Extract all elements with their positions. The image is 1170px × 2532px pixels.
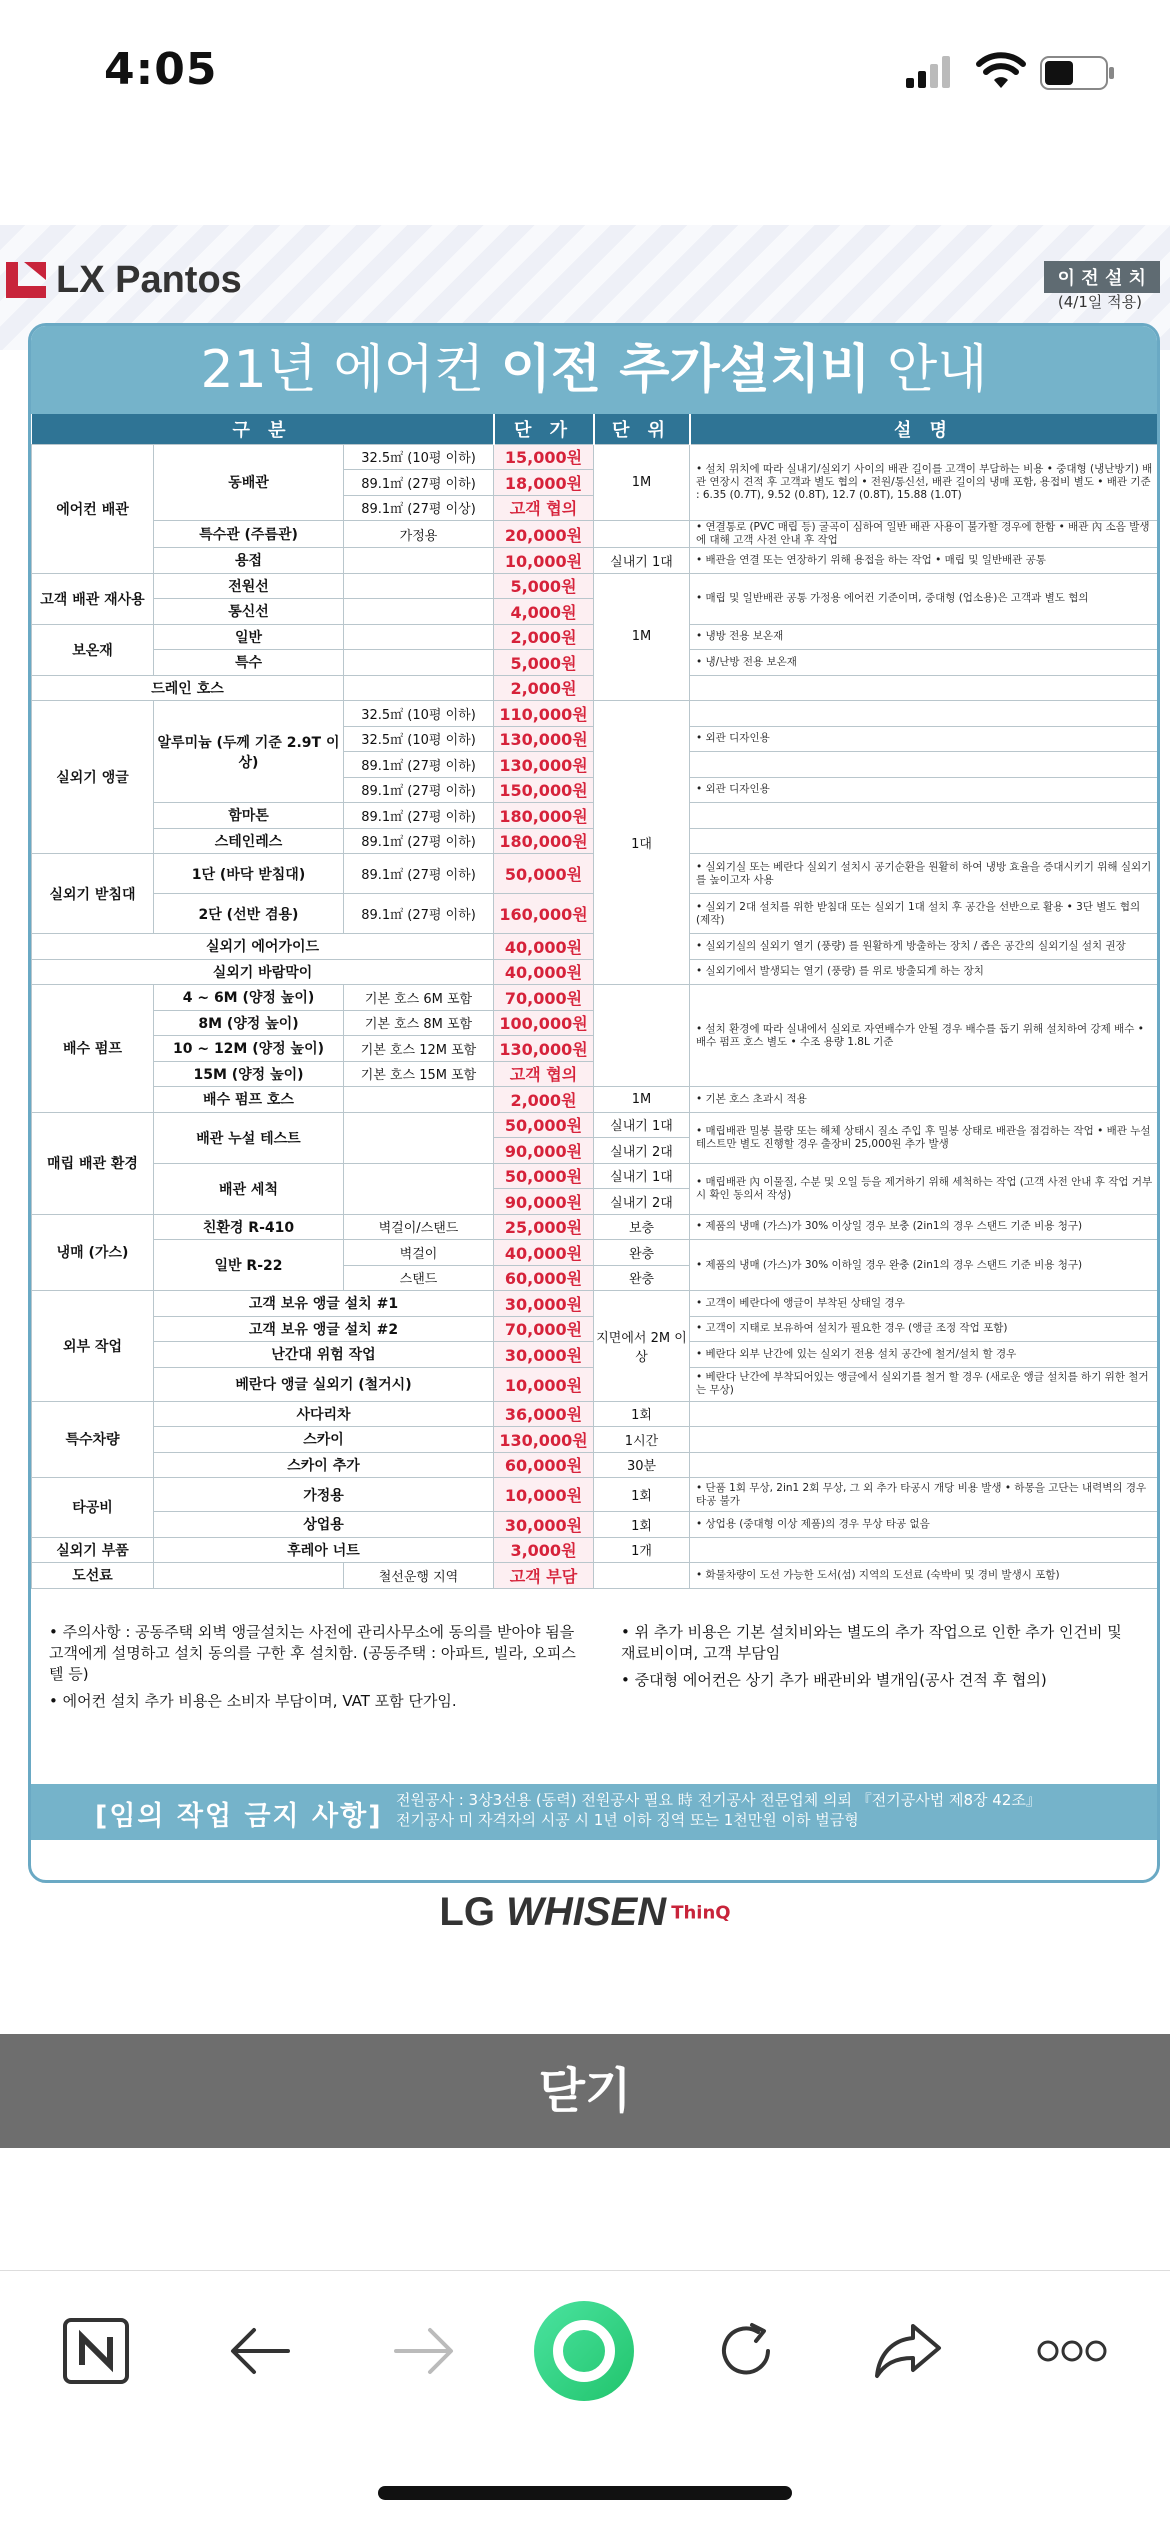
price-table-wrap bbox=[31, 414, 1157, 1589]
back-arrow-icon bbox=[228, 2326, 292, 2376]
table-row: 에어컨 배관 동배관 32.5㎡ (10평 이하) 15,000원 1M • 설치 위치에 따라 실내기/실외기 사이의 배관 길이를 고객이 부담하는 비용 • 중대형 (냉난방기) 배관 연장시 견적 후 고객과 별도 협의 • 전원/통신선, 배관 길이의 냉매 포함, 용접비 별도 • 배관 기준 : 6.35 (0.7T), 9.52 (0.8T), 12.7 (0.8T), 15.88 (1.0T) bbox=[32, 444, 1158, 470]
table-row: 89.1㎡ (27평 이하) 18,000원 bbox=[32, 470, 1158, 496]
status-bar bbox=[0, 0, 1170, 150]
table-row: 타공비 가정용 10,000원 1회 • 단품 1회 무상, 2in1 2회 무상, 그 외 추가 타공시 개당 비용 발생 • 하몽을 고단는 내력벽의 경우 타공 불가 bbox=[32, 1478, 1158, 1512]
table-row: 매립 배관 환경 배관 누설 테스트 50,000원 실내기 1대 • 매립배관 밀봉 불량 또는 해체 상태시 질소 주입 후 밀봉 상태로 배관을 점검하는 작업 • 배관 누설 테스트만 별도 진행할 경우 출장비 25,000원 추가 발생 bbox=[32, 1112, 1158, 1138]
table-row: 도선료 철선운행 지역 고객 부담 • 화물차량이 도선 가능한 도서(섬) 지역의 도선료 (숙박비 및 경비 발생시 포함) bbox=[32, 1563, 1158, 1589]
header-desc: 설 명 bbox=[690, 414, 1158, 444]
table-row: 실외기 에어가이드 40,000원 • 실외기실의 실외기 열기 (풍량) 를 원활하게 방출하는 장치 / 좁은 공간의 실외기실 설치 권장 bbox=[32, 934, 1158, 960]
header-unit: 단 위 bbox=[594, 414, 690, 444]
table-row: 실외기 부품 후레아 너트 3,000원 1개 bbox=[32, 1537, 1158, 1563]
table-row: 상업용 30,000원 1회 • 상업용 (중대형 이상 제품)의 경우 무상 타공 없음 bbox=[32, 1512, 1158, 1538]
prohibited-line-2: 전기공사 미 자격자의 시공 시 1년 이하 징역 또는 1천만원 이하 벌금형 bbox=[396, 1811, 859, 1829]
table-row: 함마톤 89.1㎡ (27평 이하) 180,000원 bbox=[32, 803, 1158, 829]
table-row: 고객 배관 재사용 전원선 5,000원 1M • 매립 및 일반배관 공통 가정용 에어컨 기준이며, 중대형 (업소용)은 고객과 별도 협의 bbox=[32, 573, 1158, 599]
table-row: 드레인 호스 2,000원 bbox=[32, 675, 1158, 701]
forward-arrow-icon bbox=[392, 2326, 456, 2376]
table-row: 89.1㎡ (27평 이하) 150,000원 • 외관 디자인용 bbox=[32, 777, 1158, 803]
prohibited-work-banner bbox=[31, 1784, 1157, 1840]
table-row: 배수 펌프 4 ~ 6M (양정 높이) 기본 호스 6M 포함 70,000원 • 설치 환경에 따라 실내에서 실외로 자연배수가 안될 경우 배수를 돕기 위해 설치하여 강제 배수 • 배수 펌프 호스 별도 • 수조 용량 1.8L 기준 bbox=[32, 985, 1158, 1011]
green-dot-icon bbox=[532, 2299, 636, 2403]
naver-n-icon bbox=[62, 2317, 130, 2385]
battery-icon bbox=[1040, 56, 1116, 90]
table-row: 냉매 (가스) 친환경 R-410 벽걸이/스탠드 25,000원 보충 • 제품의 냉매 (가스)가 30% 이상일 경우 보충 (2in1의 경우 스탠드 기준 비용 청구) bbox=[32, 1214, 1158, 1240]
table-row: 특수관 (주름관) 가정용 20,000원 • 연결통로 (PVC 매립 등) 굴곡이 심하여 일반 배관 사용이 불가할 경우에 한함 • 배관 內 소음 발생에 대해 고객 사전 안내 후 작업 bbox=[32, 521, 1158, 548]
price-poster bbox=[0, 225, 1170, 1950]
status-time: 4:05 bbox=[104, 44, 218, 95]
table-row: 일반 R-22 벽걸이 40,000원 완충 • 제품의 냉매 (가스)가 30% 이하일 경우 완충 (2in1의 경우 스탠드 기준 비용 청구) bbox=[32, 1240, 1158, 1266]
table-row: 89.1㎡ (27평 이상) 고객 협의 bbox=[32, 495, 1158, 521]
note-vat: • 에어컨 설치 추가 비용은 소비자 부담이며, VAT 포함 단가임. bbox=[49, 1692, 457, 1710]
price-frame bbox=[28, 323, 1160, 1883]
table-row: 90,000원 실내기 2대 bbox=[32, 1138, 1158, 1164]
green-home-button[interactable] bbox=[532, 2299, 636, 2403]
naver-home-button[interactable] bbox=[56, 2311, 136, 2391]
poster-title: 21년 에어컨 이전 추가설치비 안내 bbox=[31, 326, 1157, 414]
table-row: 스탠드 60,000원 완충 bbox=[32, 1265, 1158, 1291]
more-button[interactable] bbox=[1032, 2311, 1112, 2391]
signal-icon bbox=[906, 56, 952, 88]
table-row: 10 ~ 12M (양정 높이) 기본 호스 12M 포함 130,000원 bbox=[32, 1036, 1158, 1062]
table-row: 스카이 130,000원 1시간 bbox=[32, 1427, 1158, 1453]
table-row: 스테인레스 89.1㎡ (27평 이하) 180,000원 bbox=[32, 828, 1158, 854]
table-row: 32.5㎡ (10평 이하) 130,000원 • 외관 디자인용 bbox=[32, 726, 1158, 752]
brand-logo bbox=[4, 255, 242, 305]
header-price: 단 가 bbox=[494, 414, 594, 444]
prohibited-line-1: 전원공사 : 3상3선용 (동력) 전원공사 필요 時 전기공사 전문업체 의뢰 『전기공사법 제8장 42조』 bbox=[396, 1791, 1041, 1809]
lx-pantos-logo-icon bbox=[4, 260, 48, 300]
table-row: 특수 5,000원 • 냉/난방 전용 보온재 bbox=[32, 650, 1158, 676]
prohibited-title: [임의 작업 금지 사항] bbox=[95, 1801, 383, 1832]
table-row: 8M (양정 높이) 기본 호스 8M 포함 100,000원 bbox=[32, 1010, 1158, 1036]
wifi-icon bbox=[976, 52, 1026, 90]
table-row: 외부 작업 고객 보유 앵글 설치 #1 30,000원 지면에서 2M 이상 • 고객이 베란다에 앵글이 부착된 상태일 경우 bbox=[32, 1291, 1158, 1317]
share-arrow-icon bbox=[873, 2322, 943, 2380]
table-row: 특수차량 사다리차 36,000원 1회 bbox=[32, 1401, 1158, 1427]
table-row: 난간대 위험 작업 30,000원 • 베란다 외부 난간에 있는 실외기 전용 설치 공간에 철거/설치 할 경우 bbox=[32, 1342, 1158, 1368]
table-row: 통신선 4,000원 bbox=[32, 599, 1158, 625]
note-extra-cost: • 위 추가 비용은 기본 설치비와는 별도의 추가 작업으로 인한 추가 인건비 및 재료비이며, 고객 부담임 bbox=[621, 1623, 1122, 1662]
table-row: 실외기 바람막이 40,000원 • 실외기에서 발생되는 열기 (풍량) 를 위로 방출되게 하는 장치 bbox=[32, 959, 1158, 985]
reload-icon bbox=[714, 2319, 778, 2383]
brand-name: LX Pantos bbox=[56, 258, 242, 301]
home-indicator bbox=[378, 2486, 792, 2500]
table-row: 89.1㎡ (27평 이하) 130,000원 bbox=[32, 752, 1158, 778]
table-row: 배수 펌프 호스 2,000원 1M • 기본 호스 초과시 적용 bbox=[32, 1087, 1158, 1113]
note-caution: • 주의사항 : 공동주택 외벽 앵글설치는 사전에 관리사무소에 동의를 받아야 됨을 고객에게 설명하고 설치 동의를 구한 후 설치함. (공동주택 : 아파트, 빌라, 오피스텔 등) bbox=[49, 1623, 576, 1683]
table-row: 2단 (선반 겸용) 89.1㎡ (27평 이하) 160,000원 • 실외기 2대 설치를 위한 받침대 또는 실외기 1대 설치 후 공간을 선반으로 활용 • 3단 별도 협의 (제작) bbox=[32, 894, 1158, 934]
forward-button[interactable] bbox=[384, 2311, 464, 2391]
category-tag: 이 전 설 치 bbox=[1044, 261, 1160, 293]
table-row: 보온재 일반 2,000원 • 냉방 전용 보온재 bbox=[32, 624, 1158, 650]
table-header bbox=[32, 414, 1158, 444]
table-row: 용접 10,000원 실내기 1대 • 배관을 연결 또는 연장하기 위해 용접을 하는 작업 • 매립 및 일반배관 공통 bbox=[32, 548, 1158, 574]
back-button[interactable] bbox=[220, 2311, 300, 2391]
table-row: 15M (양정 높이) 기본 호스 15M 포함 고객 협의 bbox=[32, 1061, 1158, 1087]
table-row: 베란다 앵글 실외기 (철거시) 10,000원 • 베란다 난간에 부착되어있는 앵글에서 실외기를 철거 할 경우 (새로운 앵글 설치를 하기 위한 철거는 무상) bbox=[32, 1367, 1158, 1401]
price-table bbox=[31, 414, 1159, 1589]
table-row: 스카이 추가 60,000원 30분 bbox=[32, 1452, 1158, 1478]
header-category: 구 분 bbox=[32, 414, 494, 444]
table-row: 90,000원 실내기 2대 bbox=[32, 1189, 1158, 1215]
effective-date: (4/1일 적용) bbox=[1057, 293, 1142, 311]
note-large-ac: • 중대형 에어컨은 상기 추가 배관비와 별개임(공사 견적 후 협의) bbox=[621, 1671, 1047, 1689]
lg-whisen-logo: LG WHISEN ThinQ bbox=[439, 1890, 731, 1934]
reload-button[interactable] bbox=[706, 2311, 786, 2391]
more-dots-icon bbox=[1036, 2339, 1108, 2363]
table-row: 실외기 받침대 1단 (바닥 받침대) 89.1㎡ (27평 이하) 50,000원 • 실외기실 또는 베란다 실외기 설치시 공기순환을 원활히 하여 냉방 효율을 증대시키기 위해 실외기를 높이고자 사용 bbox=[32, 854, 1158, 894]
table-row: 실외기 앵글 알루미늄 (두께 기준 2.9T 이상) 32.5㎡ (10평 이하) 110,000원 1대 bbox=[32, 701, 1158, 727]
notes-section bbox=[31, 1608, 1157, 1758]
bottom-toolbar bbox=[0, 2270, 1170, 2430]
close-button[interactable]: 닫기 bbox=[0, 2034, 1170, 2148]
table-row: 배관 세척 50,000원 실내기 1대 • 매립배관 內 이물질, 수분 및 오일 등을 제거하기 위해 세척하는 작업 (고객 사전 안내 후 작업 거부 시 확인 동의서 작성) bbox=[32, 1163, 1158, 1189]
share-button[interactable] bbox=[868, 2311, 948, 2391]
table-row: 고객 보유 앵글 설치 #2 70,000원 • 고객이 지태로 보유하여 설치가 필요한 경우 (앵글 조정 작업 포함) bbox=[32, 1316, 1158, 1342]
